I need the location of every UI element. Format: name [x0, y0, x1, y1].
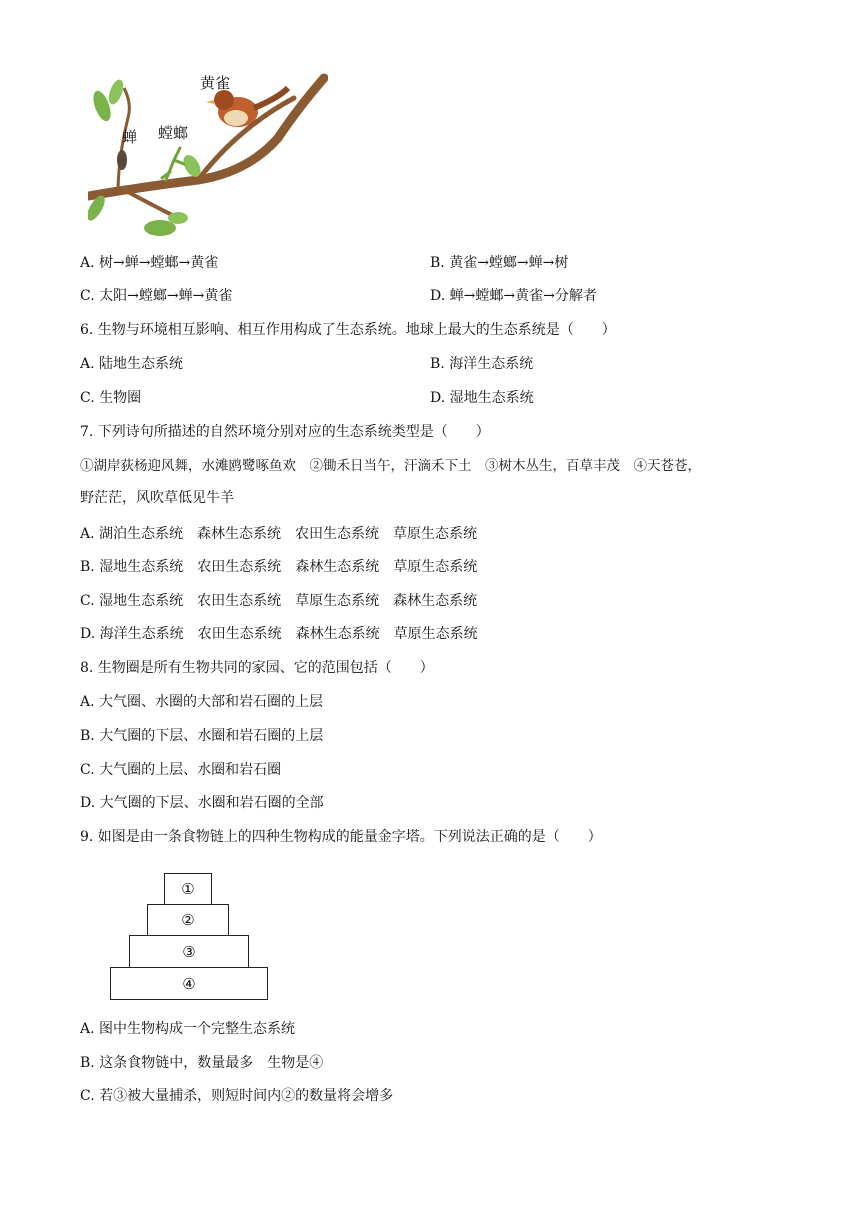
food-chain-illustration	[88, 68, 328, 240]
pyramid-level-3: ③	[129, 935, 249, 968]
q5-option-d[interactable]	[430, 286, 597, 306]
option-key: B.	[430, 356, 445, 372]
option-key: B.	[80, 559, 95, 575]
option-text: 陆地生态系统	[99, 356, 184, 372]
q8-option-d[interactable]	[80, 793, 324, 813]
option-key: D.	[80, 795, 96, 811]
q9-option-a[interactable]	[80, 1019, 295, 1039]
q5-option-c[interactable]	[80, 286, 232, 306]
option-text: 生物圈	[99, 390, 142, 406]
option-text: 大气圈、水圈的大部和岩石圈的上层	[99, 694, 324, 710]
cicada-label: 蝉	[122, 128, 138, 146]
option-key: C.	[80, 1088, 95, 1104]
option-key: C.	[80, 390, 95, 406]
option-key: A.	[80, 694, 95, 710]
option-text: 树→蝉→螳螂→黄雀	[99, 255, 219, 271]
q9-option-b[interactable]	[80, 1053, 323, 1073]
pyramid-level-1: ①	[164, 873, 212, 905]
q6-option-c[interactable]	[80, 388, 141, 408]
option-text: 黄雀→螳螂→蝉→树	[449, 255, 569, 271]
option-text: 湿地生态系统 农田生态系统 草原生态系统 森林生态系统	[99, 593, 478, 609]
pyramid-level-4: ④	[110, 967, 268, 1000]
option-text: 大气圈的上层、水圈和岩石圈	[99, 762, 282, 778]
option-text: 湿地生态系统	[449, 390, 534, 406]
option-key: A.	[80, 526, 95, 542]
option-key: C.	[80, 593, 95, 609]
q9-option-c[interactable]	[80, 1086, 393, 1106]
pyramid-level-2: ②	[147, 904, 229, 936]
q7-option-a[interactable]	[80, 524, 477, 544]
option-text: 湿地生态系统 农田生态系统 森林生态系统 草原生态系统	[99, 559, 478, 575]
option-text: 图中生物构成一个完整生态系统	[99, 1021, 296, 1037]
q8-option-a[interactable]	[80, 692, 323, 712]
q7-stem: 7. 下列诗句所描述的自然环境分别对应的生态系统类型是（ ）	[80, 424, 490, 440]
option-text: 蝉→螳螂→黄雀→分解者	[449, 288, 597, 304]
q6-option-b[interactable]	[430, 354, 533, 374]
q5-option-b[interactable]	[430, 253, 568, 273]
option-key: D.	[80, 626, 96, 642]
q7-option-c[interactable]	[80, 591, 477, 611]
option-key: C.	[80, 288, 95, 304]
q8-option-c[interactable]	[80, 760, 281, 780]
option-key: D.	[430, 288, 446, 304]
option-key: A.	[80, 356, 95, 372]
option-text: 大气圈的下层、水圈和岩石圈的全部	[99, 795, 324, 811]
option-text: 大气圈的下层、水圈和岩石圈的上层	[99, 728, 324, 744]
q9-stem: 9. 如图是由一条食物链上的四种生物构成的能量金字塔。下列说法正确的是（ ）	[80, 829, 602, 845]
q8-stem: 8. 生物圈是所有生物共同的家园、它的范围包括（ ）	[80, 660, 434, 676]
q6-option-d[interactable]	[430, 388, 534, 408]
option-key: A.	[80, 255, 95, 271]
option-key: D.	[430, 390, 446, 406]
option-key: C.	[80, 762, 95, 778]
option-text: 海洋生态系统	[449, 356, 534, 372]
q6-stem: 6. 生物与环境相互影响、相互作用构成了生态系统。地球上最大的生态系统是（ ）	[80, 322, 616, 338]
q7-option-d[interactable]	[80, 624, 478, 644]
branch-illustration	[88, 68, 328, 240]
option-key: B.	[80, 728, 95, 744]
option-text: 海洋生态系统 农田生态系统 森林生态系统 草原生态系统	[99, 626, 478, 642]
option-text: 湖泊生态系统 森林生态系统 农田生态系统 草原生态系统	[99, 526, 478, 542]
q5-option-a[interactable]	[80, 253, 218, 273]
option-key: A.	[80, 1021, 95, 1037]
q7-poem-line-1: ①湖岸荻杨迎风舞，水滩鸥鹭啄鱼欢 ②锄禾日当午，汗滴禾下土 ③树木丛生，百草丰茂 ④天苍苍，	[80, 458, 701, 474]
option-key: B.	[80, 1055, 95, 1071]
q7-poem-line-2: 野茫茫，风吹草低见牛羊	[80, 490, 234, 506]
q7-option-b[interactable]	[80, 557, 477, 577]
option-text: 太阳→螳螂→蝉→黄雀	[99, 288, 233, 304]
q8-option-b[interactable]	[80, 726, 323, 746]
option-text: 这条食物链中，数量最多 生物是④	[99, 1055, 324, 1071]
mantis-label: 螳螂	[158, 124, 189, 142]
option-text: 若③被大量捕杀，则短时间内②的数量将会增多	[99, 1088, 394, 1104]
oriole-label: 黄雀	[200, 74, 231, 92]
q6-option-a[interactable]	[80, 354, 183, 374]
option-key: B.	[430, 255, 445, 271]
